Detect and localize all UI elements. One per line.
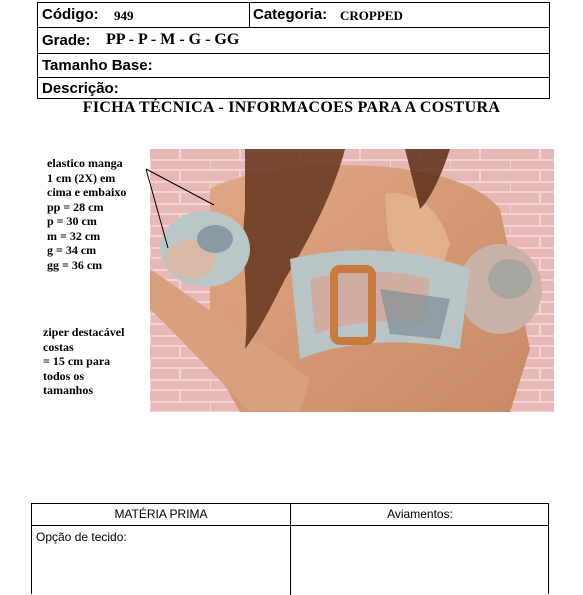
note-line: m = 32 cm <box>47 228 101 243</box>
categoria-label: Categoria: <box>253 6 328 23</box>
note-line: pp = 28 cm <box>47 199 104 214</box>
note-line: g = 34 cm <box>47 243 97 257</box>
note-line: todos os <box>43 368 85 383</box>
categoria-value: CROPPED <box>340 8 403 23</box>
note-line: ziper destacável <box>43 325 125 339</box>
note-line: elastico manga <box>47 156 123 170</box>
note-line: costas <box>43 339 74 354</box>
grade-label: Grade: <box>42 32 91 49</box>
grade-value: PP - P - M - G - GG <box>106 31 240 48</box>
page-title: FICHA TÉCNICA - INFORMACOES PARA A COSTURA <box>82 99 501 116</box>
note-line: p = 30 cm <box>47 214 97 228</box>
materia-prima-header: MATÉRIA PRIMA <box>114 507 208 521</box>
table-divider <box>290 504 291 595</box>
note-line: gg = 36 cm <box>47 257 103 272</box>
note-line: = 15 cm para <box>43 354 111 368</box>
materia-prima-table <box>31 503 549 594</box>
codigo-label: Código: <box>42 6 99 23</box>
note-line: 1 cm (2X) em <box>47 170 116 185</box>
tamanho-label: Tamanho Base: <box>42 57 153 74</box>
codigo-value: 949 <box>114 8 134 23</box>
opcao-tecido-label: Opção de tecido: <box>36 530 127 544</box>
aviamentos-header: Aviamentos: <box>387 507 453 521</box>
note-line: tamanhos <box>43 383 94 397</box>
note-line: cima e embaixo <box>47 185 127 199</box>
descricao-label: Descrição: <box>42 80 119 97</box>
